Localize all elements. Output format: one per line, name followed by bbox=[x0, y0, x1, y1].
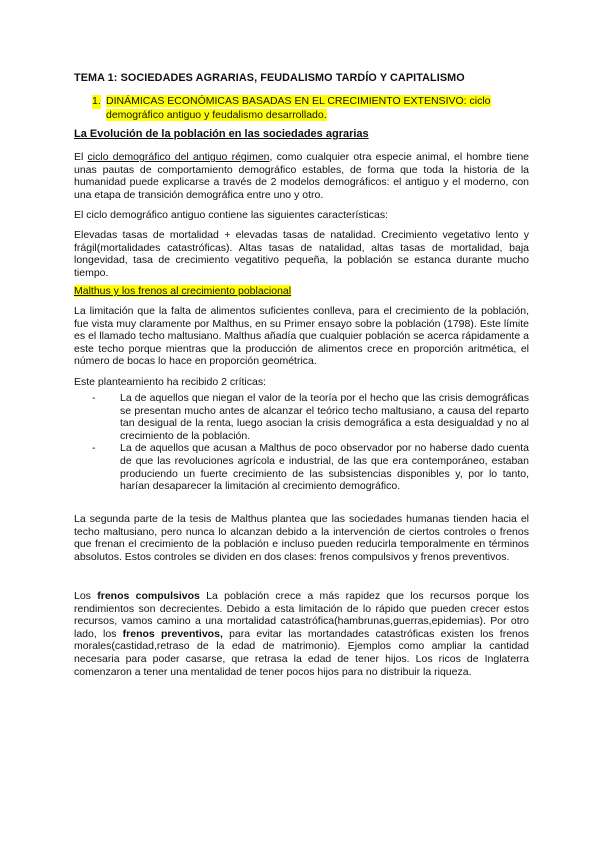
criticas-list bbox=[92, 392, 529, 493]
paragraph-frenos: Los frenos compulsivos La población crece a más rapidez que los recursos porque los rendimientos son decrecientes. Debido a esta limitación de lo rápido que pueden crecer estos recursos, vamos camino a una mortalidad catastrófica(hambrunas,guerras,epidemias). Por otro lado, los frenos preventivos, para evitar las mortandades catastróficas existen los frenos morales(castidad,retraso de la edad de matrimonio). Ejemplos como ampliar la cantidad necesaria para poder casarse, que retrasa la edad de tener hijos. Los ricos de Inglaterra comenzaron a tener una mentalidad de tener pocos hijos para no distribuir la riqueza. bbox=[74, 590, 529, 678]
paragraph-tasas: Elevadas tasas de mortalidad + elevadas tasas de natalidad. Crecimiento vegetativo lento y frágil(mortalidades catastróficas). Altas tasas de natalidad, altas tasas de mortalidad, baja longevidad, tasa de crecimiento vegatitivo pequeña, la población se estanca durante mucho tiempo. bbox=[74, 229, 529, 279]
paragraph-segunda-parte: La segunda parte de la tesis de Malthus plantea que las sociedades humanas tienden hacia el techo maltusiano, pero nunca lo alcanzan debido a la intervención de ciertos controles o frenos que frenan el crecimiento de la población e incluso pueden reducirla temporalmente en términos absolutos. Estos controles se dividen en dos clases: frenos compulsivos y frenos preventivos. bbox=[74, 513, 529, 563]
paragraph-caracteristicas: El ciclo demográfico antiguo contiene las siguientes características: bbox=[74, 209, 388, 221]
list-item: - La de aquellos que acusan a Malthus de poco observador por no haberse dado cuenta de que las revoluciones agrícola e industrial, de las que era contemporáneo, estaban produciendo un fuerte crecimiento de las subsistencias disponibles y, por lo tanto, harían desaparecer la limitación al crecimiento demográfico. bbox=[92, 442, 529, 493]
ciclo-link: ciclo demográfico del antiguo régimen bbox=[87, 151, 270, 163]
paragraph-limitacion: La limitación que la falta de alimentos suficientes conlleva, para el crecimiento de la población, fue vista muy claramente por Malthus, en su Primer ensayo sobre la población (1798). Este límite es el llamado techo maltusiano. Malthus añadía que cualquier población se acerca rápidamente a este techo porque mientras que la producción de alimentos crece en proporción aritmética, el número de bocas lo hace en proporción geométrica. bbox=[74, 305, 529, 368]
section-heading: La Evolución de la población en las sociedades agrarias bbox=[74, 128, 369, 140]
list-item: - La de aquellos que niegan el valor de la teoría por el hecho que las crisis demográficas se presentan mucho antes de alcanzar el teórico techo maltusiano, a causa del reparto tan desigual de la renta, luego asocian la crisis demográfica a esta desigualdad y no al crecimiento de la población. bbox=[92, 392, 529, 442]
document-title: TEMA 1: SOCIEDADES AGRARIAS, FEUDALISMO TARDÍO Y CAPITALISMO bbox=[74, 72, 465, 84]
list-number: 1. bbox=[92, 95, 101, 107]
numbered-heading-text: DINÁMICAS ECONÓMICAS BASADAS EN EL CRECIMIENTO EXTENSIVO: ciclo demográfico antiguo y feudalismo desarrollado. bbox=[106, 95, 491, 121]
paragraph-ciclo: El ciclo demográfico del antiguo régimen, como cualquier otra especie animal, el hombre tiene unas pautas de comportamiento demográfico estables, de forma que toda la historia de la humanidad puede explicarse a través de 2 modelos demográficos: el antiguo y el moderno, con una etapa de transición demográfica entre uno y otro. bbox=[74, 151, 529, 201]
frenos-compulsivos-term: frenos compulsivos bbox=[97, 590, 200, 602]
malthus-subtitle: Malthus y los frenos al crecimiento poblacional bbox=[74, 285, 292, 297]
frenos-preventivos-term: frenos preventivos, bbox=[122, 627, 223, 640]
numbered-heading bbox=[92, 95, 532, 122]
paragraph-criticas-intro: Este planteamiento ha recibido 2 críticas: bbox=[74, 376, 267, 388]
